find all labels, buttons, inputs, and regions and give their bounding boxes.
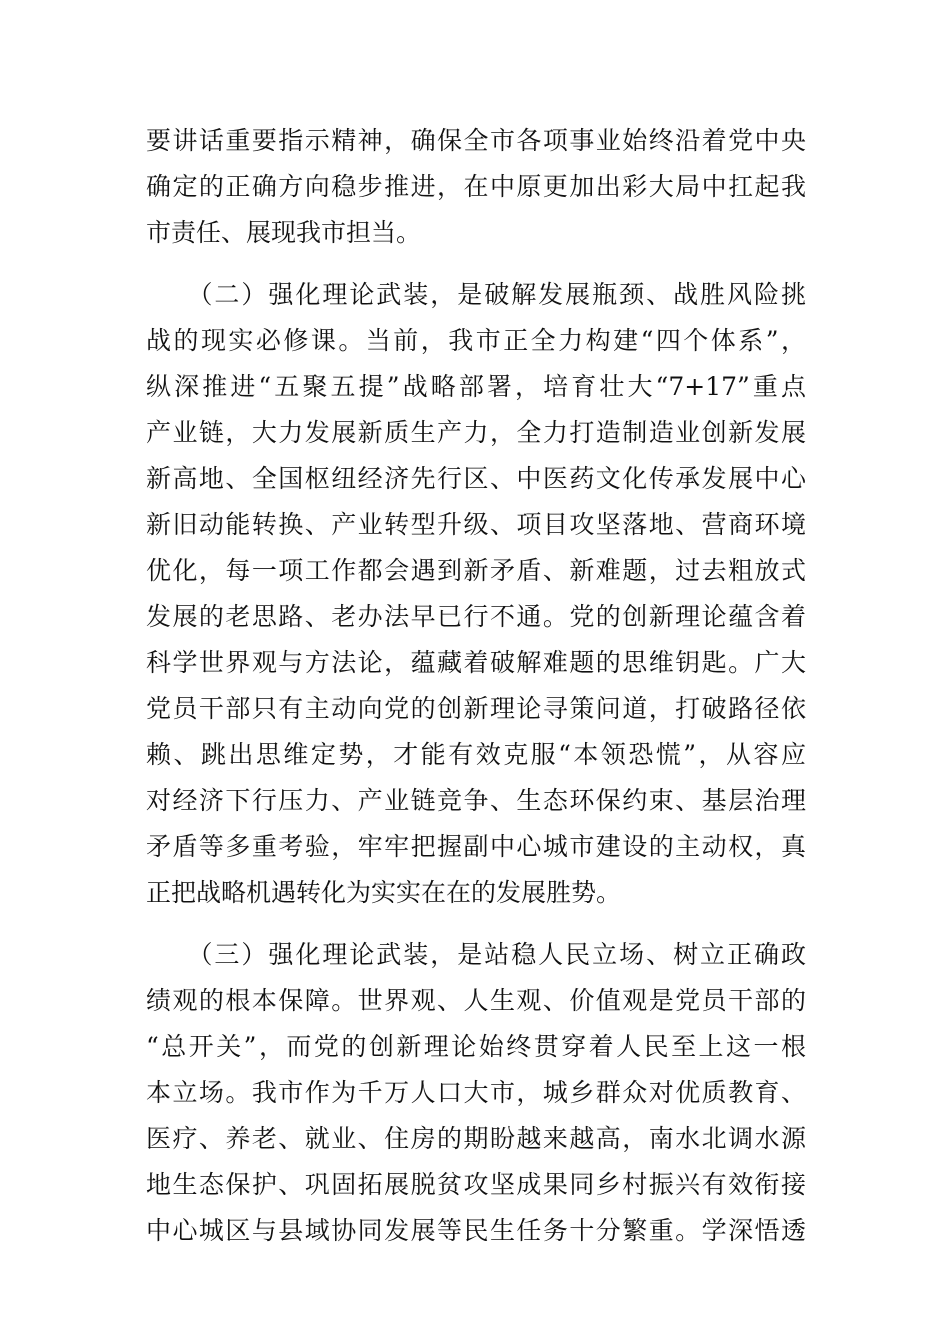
text-line: （三）强化理论武装，是站稳人民立场、树立正确政 xyxy=(146,940,806,969)
text-line: 发展的老思路、老办法早已行不通。党的创新理论蕴含着 xyxy=(146,602,806,631)
text-line: （二）强化理论武装，是破解发展瓶颈、战胜风险挑 xyxy=(146,280,806,309)
text-line: 绩观的根本保障。世界观、人生观、价值观是党员干部的 xyxy=(146,986,806,1015)
paragraph xyxy=(146,118,806,256)
text-line: 正把战略机遇转化为实实在在的发展胜势。 xyxy=(146,878,622,907)
text-line: 要讲话重要指示精神，确保全市各项事业始终沿着党中央 xyxy=(146,126,806,155)
text-line: 党员干部只有主动向党的创新理论寻策问道，打破路径依 xyxy=(146,694,806,723)
text-line: 战的现实必修课。当前，我市正全力构建“四个体系”， xyxy=(146,326,806,355)
text-line: 新旧动能转换、产业转型升级、项目攻坚落地、营商环境 xyxy=(146,510,806,539)
paragraph-gap xyxy=(146,916,806,932)
paragraph xyxy=(146,272,806,916)
text-line: 中心城区与县域协同发展等民生任务十分繁重。学深悟透 xyxy=(146,1216,806,1245)
text-line: 市责任、展现我市担当。 xyxy=(146,218,422,247)
text-line: 纵深推进“五聚五提”战略部署，培育壮大“7+17”重点 xyxy=(146,372,806,401)
text-line: 本立场。我市作为千万人口大市，城乡群众对优质教育、 xyxy=(146,1078,806,1107)
text-line: 确定的正确方向稳步推进，在中原更加出彩大局中扛起我 xyxy=(146,172,806,201)
text-line: 科学世界观与方法论，蕴藏着破解难题的思维钥匙。广大 xyxy=(146,648,806,677)
text-line: 产业链，大力发展新质生产力，全力打造制造业创新发展 xyxy=(146,418,806,447)
text-line: 对经济下行压力、产业链竞争、生态环保约束、基层治理 xyxy=(146,786,806,815)
text-line: 矛盾等多重考验，牢牢把握副中心城市建设的主动权，真 xyxy=(146,832,806,861)
text-line: 优化，每一项工作都会遇到新矛盾、新难题，过去粗放式 xyxy=(146,556,806,585)
text-line: “总开关”，而党的创新理论始终贯穿着人民至上这一根 xyxy=(146,1032,806,1061)
paragraph-gap xyxy=(146,256,806,272)
text-line: 医疗、养老、就业、住房的期盼越来越高，南水北调水源 xyxy=(146,1124,806,1153)
text-line: 新高地、全国枢纽经济先行区、中医药文化传承发展中心 xyxy=(146,464,806,493)
text-line: 地生态保护、巩固拓展脱贫攻坚成果同乡村振兴有效衔接 xyxy=(146,1170,806,1199)
document-body xyxy=(146,118,806,1254)
paragraph xyxy=(146,932,806,1254)
text-line: 赖、跳出思维定势，才能有效克服“本领恐慌”，从容应 xyxy=(146,740,806,769)
